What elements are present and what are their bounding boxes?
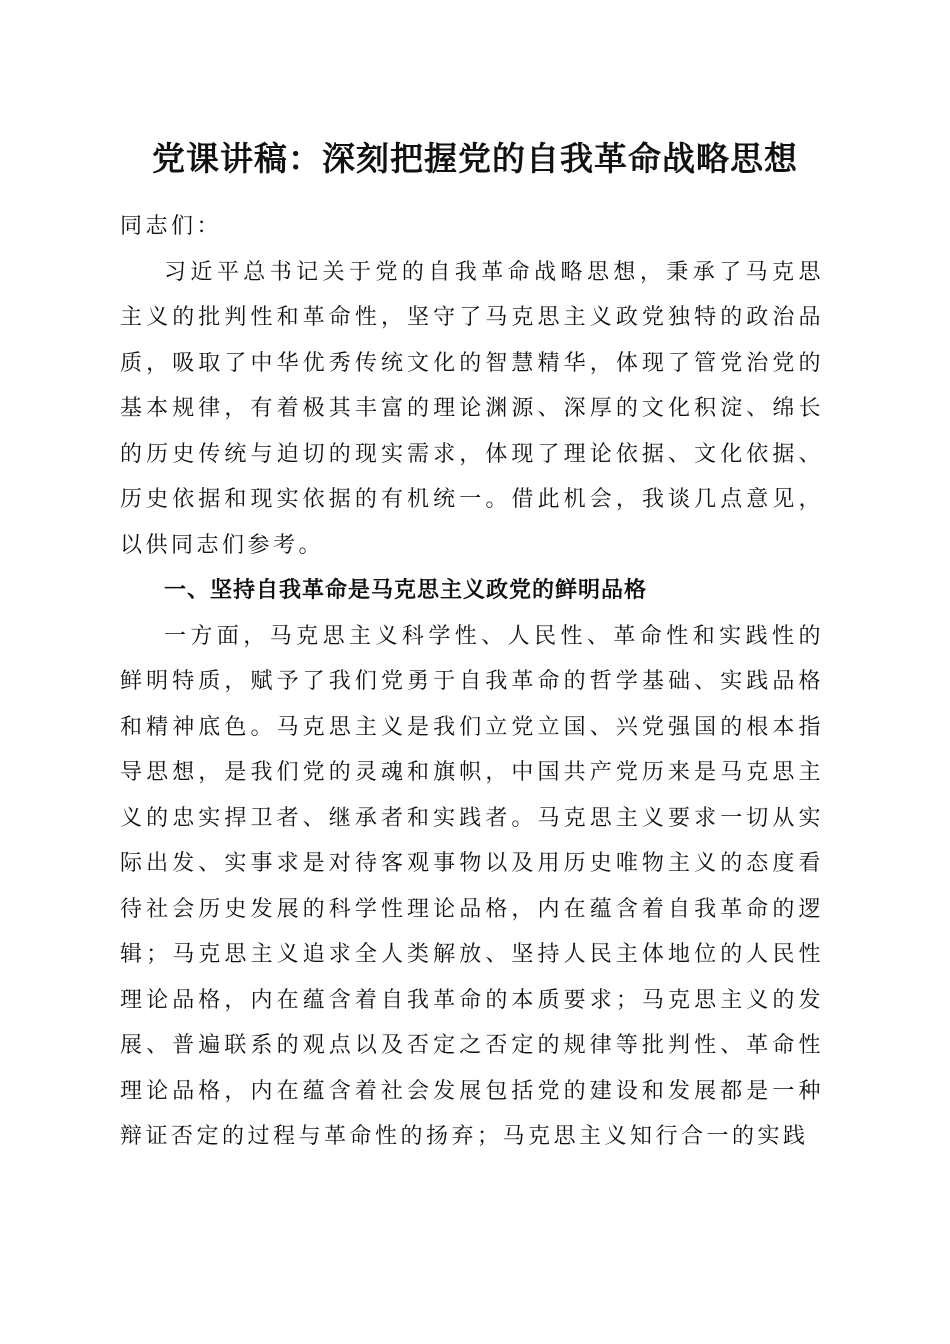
salutation: 同志们： xyxy=(120,214,223,239)
document-title: 党课讲稿：深刻把握党的自我革命战略思想 xyxy=(152,139,798,178)
document-body xyxy=(120,204,824,1160)
intro-paragraph: 习近平总书记关于党的自我革命战略思想，秉承了马克思主义的批判性和革命性，坚守了马克思主义政党独特的政治品质，吸取了中华优秀传统文化的智慧精华，体现了管党治党的基本规律，有着极其丰富的理论渊源、深厚的文化积淀、绵长的历史传统与迫切的现实需求，体现了理论依据、文化依据、历史依据和现实依据的有机统一。借此机会，我谈几点意见，以供同志们参考。 xyxy=(120,259,824,558)
section-paragraph: 一方面，马克思主义科学性、人民性、革命性和实践性的鲜明特质，赋予了我们党勇于自我革命的哲学基础、实践品格和精神底色。马克思主义是我们立党立国、兴党强国的根本指导思想，是我们党的灵魂和旗帜，中国共产党历来是马克思主义的忠实捍卫者、继承者和实践者。马克思主义要求一切从实际出发、实事求是对待客观事物以及用历史唯物主义的态度看待社会历史发展的科学性理论品格，内在蕴含着自我革命的逻辑；马克思主义追求全人类解放、坚持人民主体地位的人民性理论品格，内在蕴含着自我革命的本质要求；马克思主义的发展、普遍联系的观点以及否定之否定的规律等批判性、革命性理论品格，内在蕴含着社会发展包括党的建设和发展都是一种辩证否定的过程与革命性的扬弃；马克思主义知行合一的实践 xyxy=(120,623,824,1149)
section-heading: 一、坚持自我革命是马克思主义政党的鲜明品格 xyxy=(164,578,648,603)
